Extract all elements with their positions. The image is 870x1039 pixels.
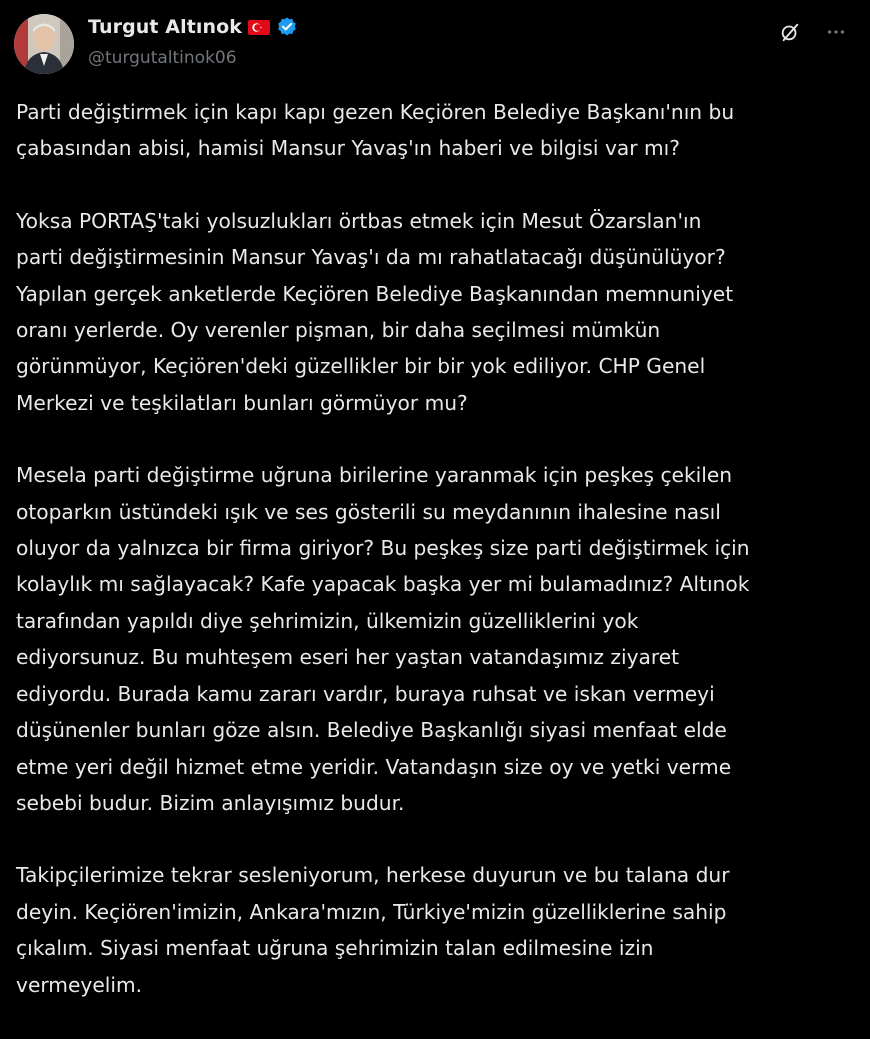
more-options-button[interactable] — [824, 20, 848, 44]
verified-badge-icon[interactable] — [276, 16, 298, 38]
header-actions — [778, 20, 848, 44]
turkey-flag-icon — [248, 20, 270, 35]
grok-icon — [779, 21, 801, 43]
avatar-image — [14, 14, 74, 74]
grok-button[interactable] — [778, 20, 802, 44]
more-options-icon — [825, 21, 847, 43]
tweet-header — [14, 14, 856, 76]
tweet-paragraph-1: Parti değiştirmek için kapı kapı gezen Keçiören Belediye Başkanı'nın bu çabasından abisi, hamisi Mansur Yavaş'ın haberi ve bilgisi var mı? — [16, 100, 735, 161]
tweet-text — [16, 94, 858, 1039]
tweet-paragraph-4: Takipçilerimize tekrar sesleniyorum, herkese duyurun ve bu talana dur deyin. Keçiören'imizin, Ankara'mızın, Türkiye'mizin güzelliklerine sahip çıkalım. Siyasi menfaat uğruna şehrimizin talan edilmesine izin vermeyelim. — [16, 863, 730, 997]
name-row — [88, 16, 298, 38]
tweet-paragraph-3: Mesela parti değiştirme uğruna birilerine yaranmak için peşkeş çekilen otoparkın üstündeki ışık ve ses gösterili su meydanının ihalesine nasıl oluyor da yalnızca bir firma giriyor? Bu peşkeş size parti değiştirmek için kolaylık mı sağlayacak? Kafe yapacak başka yer mi bulamadınız? Altınok tarafından yapıldı diye şehrimizin, ülkemizin güzelliklerini yok ediyorsunuz. Bu muhteşem eseri her yaştan vatandaşımız ziyaret ediyordu. Burada kamu zararı vardır, buraya ruhsat ve iskan vermeyi düşünenler bunları göze alsın. Belediye Başkanlığı siyasi menfaat elde etme yeri değil hizmet etme yeridir. Vatandaşın size oy ve yetki verme sebebi budur. Bizim anlayışımız budur. — [16, 463, 750, 815]
tweet-paragraph-2: Yoksa PORTAŞ'taki yolsuzlukları örtbas etmek için Mesut Özarslan'ın parti değiştirmesinin Mansur Yavaş'ı da mı rahatlatacağı düşünülüyor? Yapılan gerçek anketlerde Keçiören Belediye Başkanından memnuniyet oranı yerlerde. Oy verenler pişman, bir daha seçilmesi mümkün görünmüyor, Keçiören'deki güzellikler bir bir yok ediliyor. CHP Genel Merkezi ve teşkilatları bunları görmüyor mu? — [16, 208, 734, 415]
handle[interactable]: @turgutaltinok06 — [88, 48, 237, 68]
avatar[interactable] — [14, 14, 74, 74]
display-name[interactable]: Turgut Altınok — [88, 16, 243, 38]
